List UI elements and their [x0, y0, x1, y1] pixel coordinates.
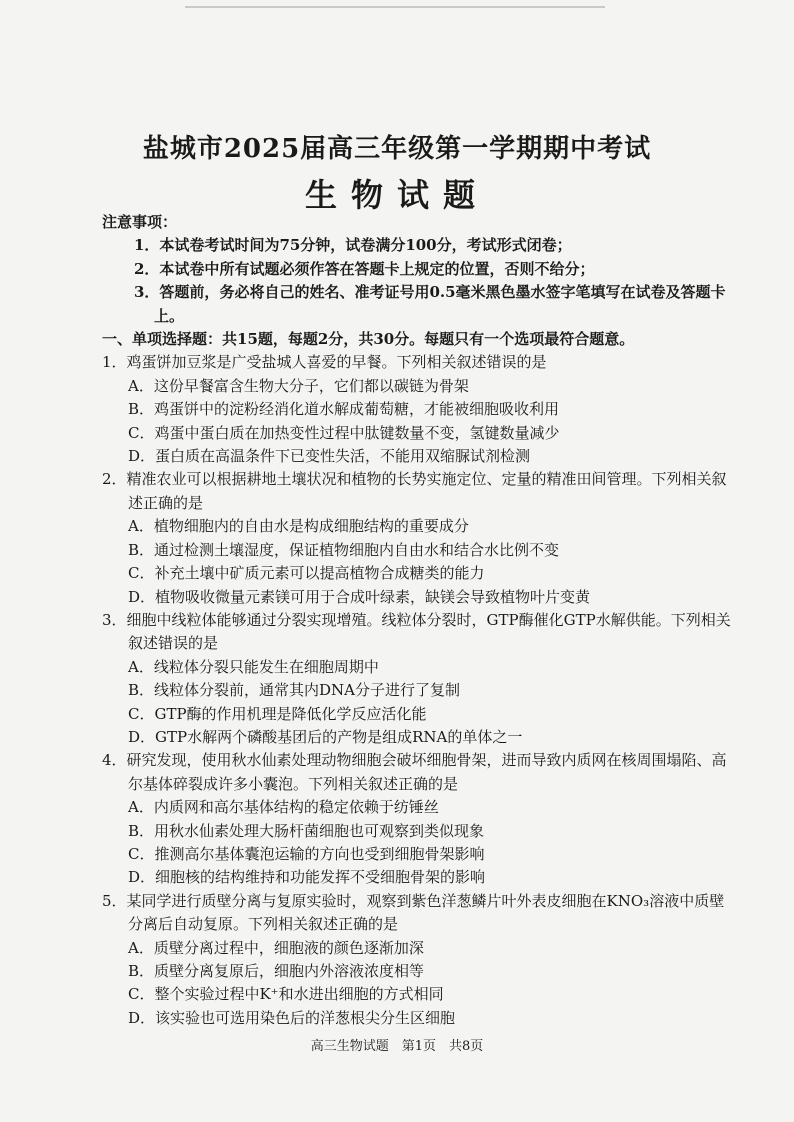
option-d: D．细胞核的结构维持和功能发挥不受细胞骨架的影响 [128, 868, 486, 887]
scan-edge-line [185, 6, 605, 8]
option-c: C．鸡蛋中蛋白质在加热变性过程中肽键数量不变，氢键数量减少 [128, 423, 560, 442]
option-c: C．GTP酶的作用机理是降低化学反应活化能 [128, 704, 427, 723]
question [102, 609, 732, 749]
question [102, 890, 732, 1030]
option-b: B．线粒体分裂前，通常其内DNA分子进行了复制 [128, 681, 461, 700]
question-stem: 2．精准农业可以根据耕地土壤状况和植物的长势实施定位、定量的精准田间管理。下列相关叙述正确的是 [102, 470, 727, 512]
section-heading: 一、单项选择题：共15题，每题2分，共30分。每题只有一个选项最符合题意。 [102, 330, 635, 349]
question-stem: 1．鸡蛋饼加豆浆是广受盐城人喜爱的早餐。下列相关叙述错误的是 [102, 353, 547, 372]
option-b: B．质壁分离复原后，细胞内外溶液浓度相等 [128, 962, 425, 980]
option-list [102, 375, 732, 469]
notice-title: 注意事项： [102, 213, 178, 231]
notice-list [102, 234, 732, 328]
option-list [102, 656, 732, 750]
question [102, 468, 732, 608]
notice-item: 3．答题前，务必将自己的姓名、准考证号用0.5毫米黑色墨水签字笔填写在试卷及答题卡上。 [134, 283, 726, 325]
question-stem: 4．研究发现，使用秋水仙素处理动物细胞会破坏细胞骨架，进而导致内质网在核周围塌陷、高尔基体碎裂成许多小囊泡。下列相关叙述正确的是 [102, 751, 727, 793]
option-d: D．植物吸收微量元素镁可用于合成叶绿素，缺镁会导致植物叶片变黄 [128, 587, 591, 606]
exam-subject: 生物试题 [304, 176, 489, 214]
option-c: C．整个实验过程中K⁺和水进出细胞的方式相同 [128, 985, 444, 1004]
question-stem: 3．细胞中线粒体能够通过分裂实现增殖。线粒体分裂时，GTP酶催化GTP水解供能。下列相关叙述错误的是 [102, 610, 731, 653]
question [102, 351, 732, 468]
option-list [102, 796, 732, 890]
option-a: A．植物细胞内的自由水是构成细胞结构的重要成分 [128, 517, 469, 536]
option-list [102, 937, 732, 1031]
question [102, 749, 732, 889]
option-a: A．质壁分离过程中，细胞液的颜色逐渐加深 [128, 938, 424, 957]
option-d: D．蛋白质在高温条件下已变性失活，不能用双缩脲试剂检测 [128, 447, 531, 466]
exam-title: 盐城市2025届高三年级第一学期期中考试 [142, 134, 652, 164]
notice-item: 2．本试卷中所有试题必须作答在答题卡上规定的位置，否则不给分； [134, 259, 595, 278]
option-c: C．推测高尔基体囊泡运输的方向也受到细胞骨架影响 [128, 844, 485, 863]
option-d: D．GTP水解两个磷酸基团后的产物是组成RNA的单体之一 [128, 727, 523, 746]
question-stem: 5．某同学进行质壁分离与复原实验时，观察到紫色洋葱鳞片叶外表皮细胞在KNO₃溶液中质壁分离后自动复原。下列相关叙述正确的是 [102, 891, 725, 934]
option-a: A．线粒体分裂只能发生在细胞周期中 [128, 657, 379, 676]
option-c: C．补充土壤中矿质元素可以提高植物合成糖类的能力 [128, 564, 485, 583]
option-b: B．用秋水仙素处理大肠杆菌细胞也可观察到类似现象 [128, 821, 485, 840]
option-a: A．这份早餐富含生物大分子，它们都以碳链为骨架 [128, 376, 469, 395]
page-footer: 高三生物试题 第1页 共8页 [310, 1039, 484, 1054]
option-list [102, 515, 732, 609]
option-b: B．通过检测土壤湿度，保证植物细胞内自由水和结合水比例不变 [128, 540, 560, 559]
option-a: A．内质网和高尔基体结构的稳定依赖于纺锤丝 [128, 798, 439, 817]
option-d: D．该实验也可选用染色后的洋葱根尖分生区细胞 [128, 1008, 456, 1027]
notice-item: 1．本试卷考试时间为75分钟，试卷满分100分，考试形式闭卷； [134, 236, 572, 255]
exam-content [102, 211, 732, 1030]
option-b: B．鸡蛋饼中的淀粉经消化道水解成葡萄糖，才能被细胞吸收利用 [128, 400, 560, 419]
